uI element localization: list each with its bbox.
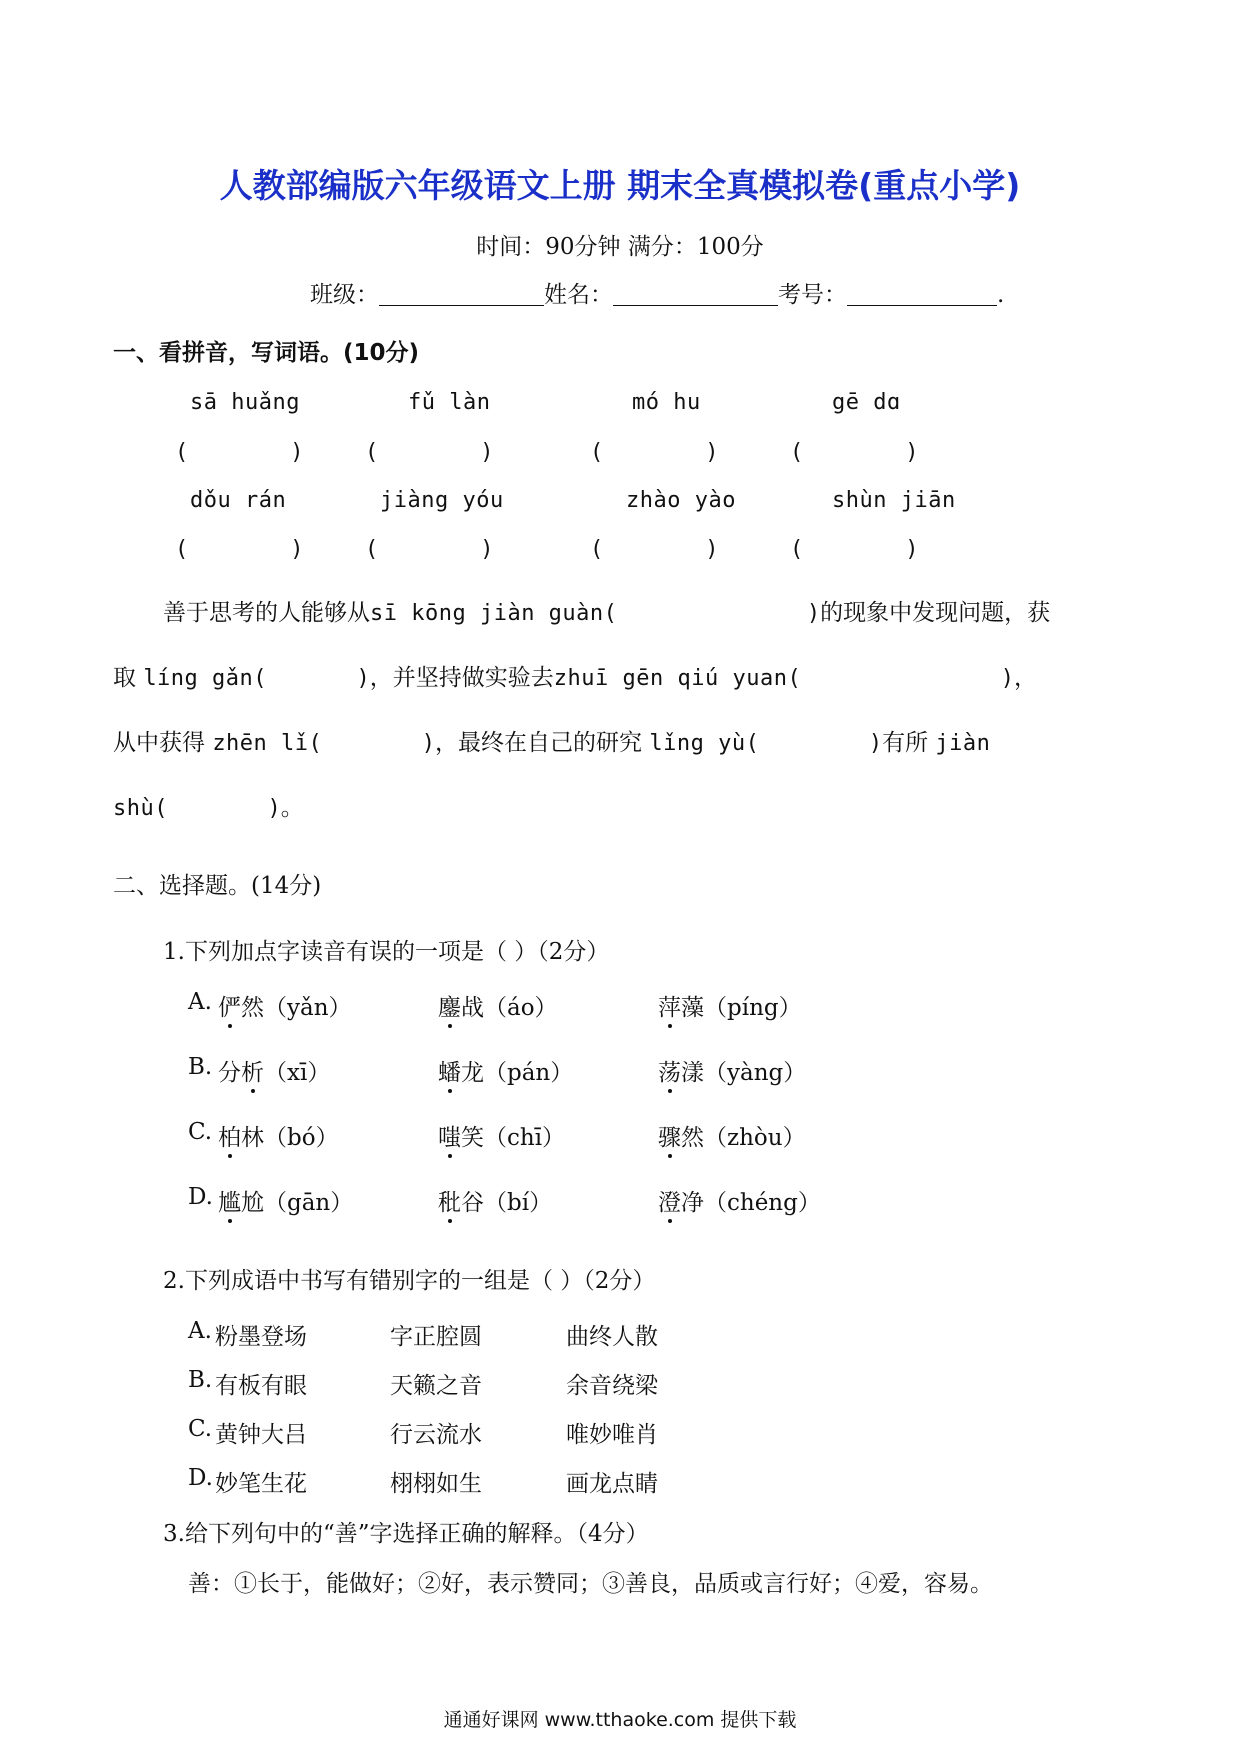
answer-box-4[interactable]: ( ) bbox=[790, 440, 919, 465]
section2-heading: 二、选择题。(14分) bbox=[113, 873, 322, 899]
answer-box-1[interactable]: ( ) bbox=[175, 440, 304, 465]
q2-option-b-item-1: 有板有眼 bbox=[215, 1373, 307, 1399]
para-line-4: shù( )。 bbox=[113, 795, 304, 821]
exam-no-blank[interactable] bbox=[847, 283, 997, 306]
q2-option-d-letter[interactable]: D. bbox=[188, 1465, 213, 1491]
q2-option-a-item-3: 曲终人散 bbox=[566, 1324, 658, 1350]
para-blank-4[interactable]: ( ) bbox=[308, 731, 436, 756]
q1-option-a-item-1: 俨然（yǎn） bbox=[218, 989, 352, 1022]
para-blank-6[interactable]: ( ) bbox=[154, 796, 281, 821]
para-blank-5[interactable]: ( ) bbox=[745, 731, 883, 756]
para-blank-3[interactable]: ( ) bbox=[787, 666, 1014, 691]
q2-option-a-item-2: 字正腔圆 bbox=[390, 1324, 482, 1350]
q2-option-a-item-1: 粉墨登场 bbox=[215, 1324, 307, 1350]
q1-option-d-item-1: 尴尬（gān） bbox=[218, 1184, 353, 1217]
q2-option-a-letter[interactable]: A. bbox=[188, 1318, 212, 1344]
answer-box-5[interactable]: ( ) bbox=[175, 537, 304, 562]
answer-box-7[interactable]: ( ) bbox=[590, 537, 719, 562]
pinyin-5: dǒu rán bbox=[190, 488, 287, 513]
student-info-line: 班级： 姓名： 考号： . bbox=[310, 282, 1005, 308]
q2-option-b-letter[interactable]: B. bbox=[188, 1367, 213, 1393]
answer-box-2[interactable]: ( ) bbox=[365, 440, 494, 465]
section1-heading: 一、看拼音，写词语。(10分) bbox=[113, 340, 420, 366]
footer-source: 通通好课网 www.tthaoke.com 提供下载 bbox=[443, 1709, 797, 1731]
q1-option-b-item-2: 蟠龙（pán） bbox=[438, 1054, 573, 1087]
exam-no-label: 考号： bbox=[778, 282, 847, 308]
answer-box-8[interactable]: ( ) bbox=[790, 537, 919, 562]
pinyin-6: jiàng yóu bbox=[380, 488, 504, 513]
q1-option-c-letter[interactable]: C. bbox=[188, 1119, 213, 1145]
answer-box-3[interactable]: ( ) bbox=[590, 440, 719, 465]
para-blank-1[interactable]: ( ) bbox=[603, 601, 821, 626]
q1-option-c-item-1: 柏林（bó） bbox=[218, 1119, 339, 1152]
name-blank[interactable] bbox=[613, 283, 778, 306]
q2-option-c-item-3: 唯妙唯肖 bbox=[566, 1422, 658, 1448]
q1-stem: 1.下列加点字读音有误的一项是（ ）（2分） bbox=[163, 939, 610, 965]
q2-option-c-item-2: 行云流水 bbox=[390, 1422, 482, 1448]
class-blank[interactable] bbox=[379, 283, 544, 306]
q1-option-a-item-3: 萍藻（píng） bbox=[658, 989, 802, 1022]
q1-option-d-letter[interactable]: D. bbox=[188, 1184, 213, 1210]
q1-option-a-letter[interactable]: A. bbox=[188, 989, 212, 1015]
q1-option-d-item-2: 秕谷（bí） bbox=[438, 1184, 552, 1217]
pinyin-3: mó hu bbox=[632, 390, 701, 415]
para-line-1: 善于思考的人能够从sī kōng jiàn guàn( )的现象中发现问题，获 bbox=[163, 600, 1051, 626]
pinyin-2: fǔ làn bbox=[408, 390, 491, 415]
pinyin-7: zhào yào bbox=[626, 488, 736, 513]
q1-option-b-letter[interactable]: B. bbox=[188, 1054, 213, 1080]
q3-stem: 3.给下列句中的“善”字选择正确的解释。（4分） bbox=[163, 1521, 649, 1547]
answer-box-6[interactable]: ( ) bbox=[365, 537, 494, 562]
q1-option-d-item-3: 澄净（chéng） bbox=[658, 1184, 821, 1217]
q2-option-d-item-1: 妙笔生花 bbox=[215, 1471, 307, 1497]
name-label: 姓名： bbox=[544, 282, 613, 308]
para-line-3: 从中获得 zhēn lǐ( )，最终在自己的研究 lǐng yù( )有所 jiàn bbox=[113, 730, 991, 756]
q2-option-b-item-3: 余音绕梁 bbox=[566, 1373, 658, 1399]
pinyin-1: sā huǎng bbox=[190, 390, 300, 415]
q3-definition: 善：①长于，能做好；②好，表示赞同；③善良，品质或言行好；④爱，容易。 bbox=[188, 1571, 993, 1597]
q1-option-b-item-1: 分析（xī） bbox=[218, 1054, 330, 1087]
q2-option-d-item-3: 画龙点睛 bbox=[566, 1471, 658, 1497]
exam-meta: 时间：90分钟 满分：100分 bbox=[476, 234, 764, 260]
q1-option-c-item-2: 嗤笑（chī） bbox=[438, 1119, 565, 1152]
para-line-2: 取 líng gǎn( )，并坚持做实验去zhuī gēn qiú yuan( )， bbox=[113, 665, 1037, 691]
q2-option-d-item-2: 栩栩如生 bbox=[390, 1471, 482, 1497]
q1-option-b-item-3: 荡漾（yàng） bbox=[658, 1054, 806, 1087]
q1-option-a-item-2: 鏖战（áo） bbox=[438, 989, 558, 1022]
q1-option-c-item-3: 骤然（zhòu） bbox=[658, 1119, 806, 1152]
q2-option-b-item-2: 天籁之音 bbox=[390, 1373, 482, 1399]
q2-option-c-item-1: 黄钟大吕 bbox=[215, 1422, 307, 1448]
pinyin-4: gē dɑ bbox=[832, 390, 901, 415]
pinyin-8: shùn jiān bbox=[832, 488, 956, 513]
page-title: 人教部编版六年级语文上册 期末全真模拟卷(重点小学) bbox=[219, 166, 1021, 205]
class-label: 班级： bbox=[310, 282, 379, 308]
para-blank-2[interactable]: ( ) bbox=[253, 666, 370, 691]
q2-stem: 2.下列成语中书写有错别字的一组是（ ）（2分） bbox=[163, 1268, 656, 1294]
q2-option-c-letter[interactable]: C. bbox=[188, 1416, 213, 1442]
